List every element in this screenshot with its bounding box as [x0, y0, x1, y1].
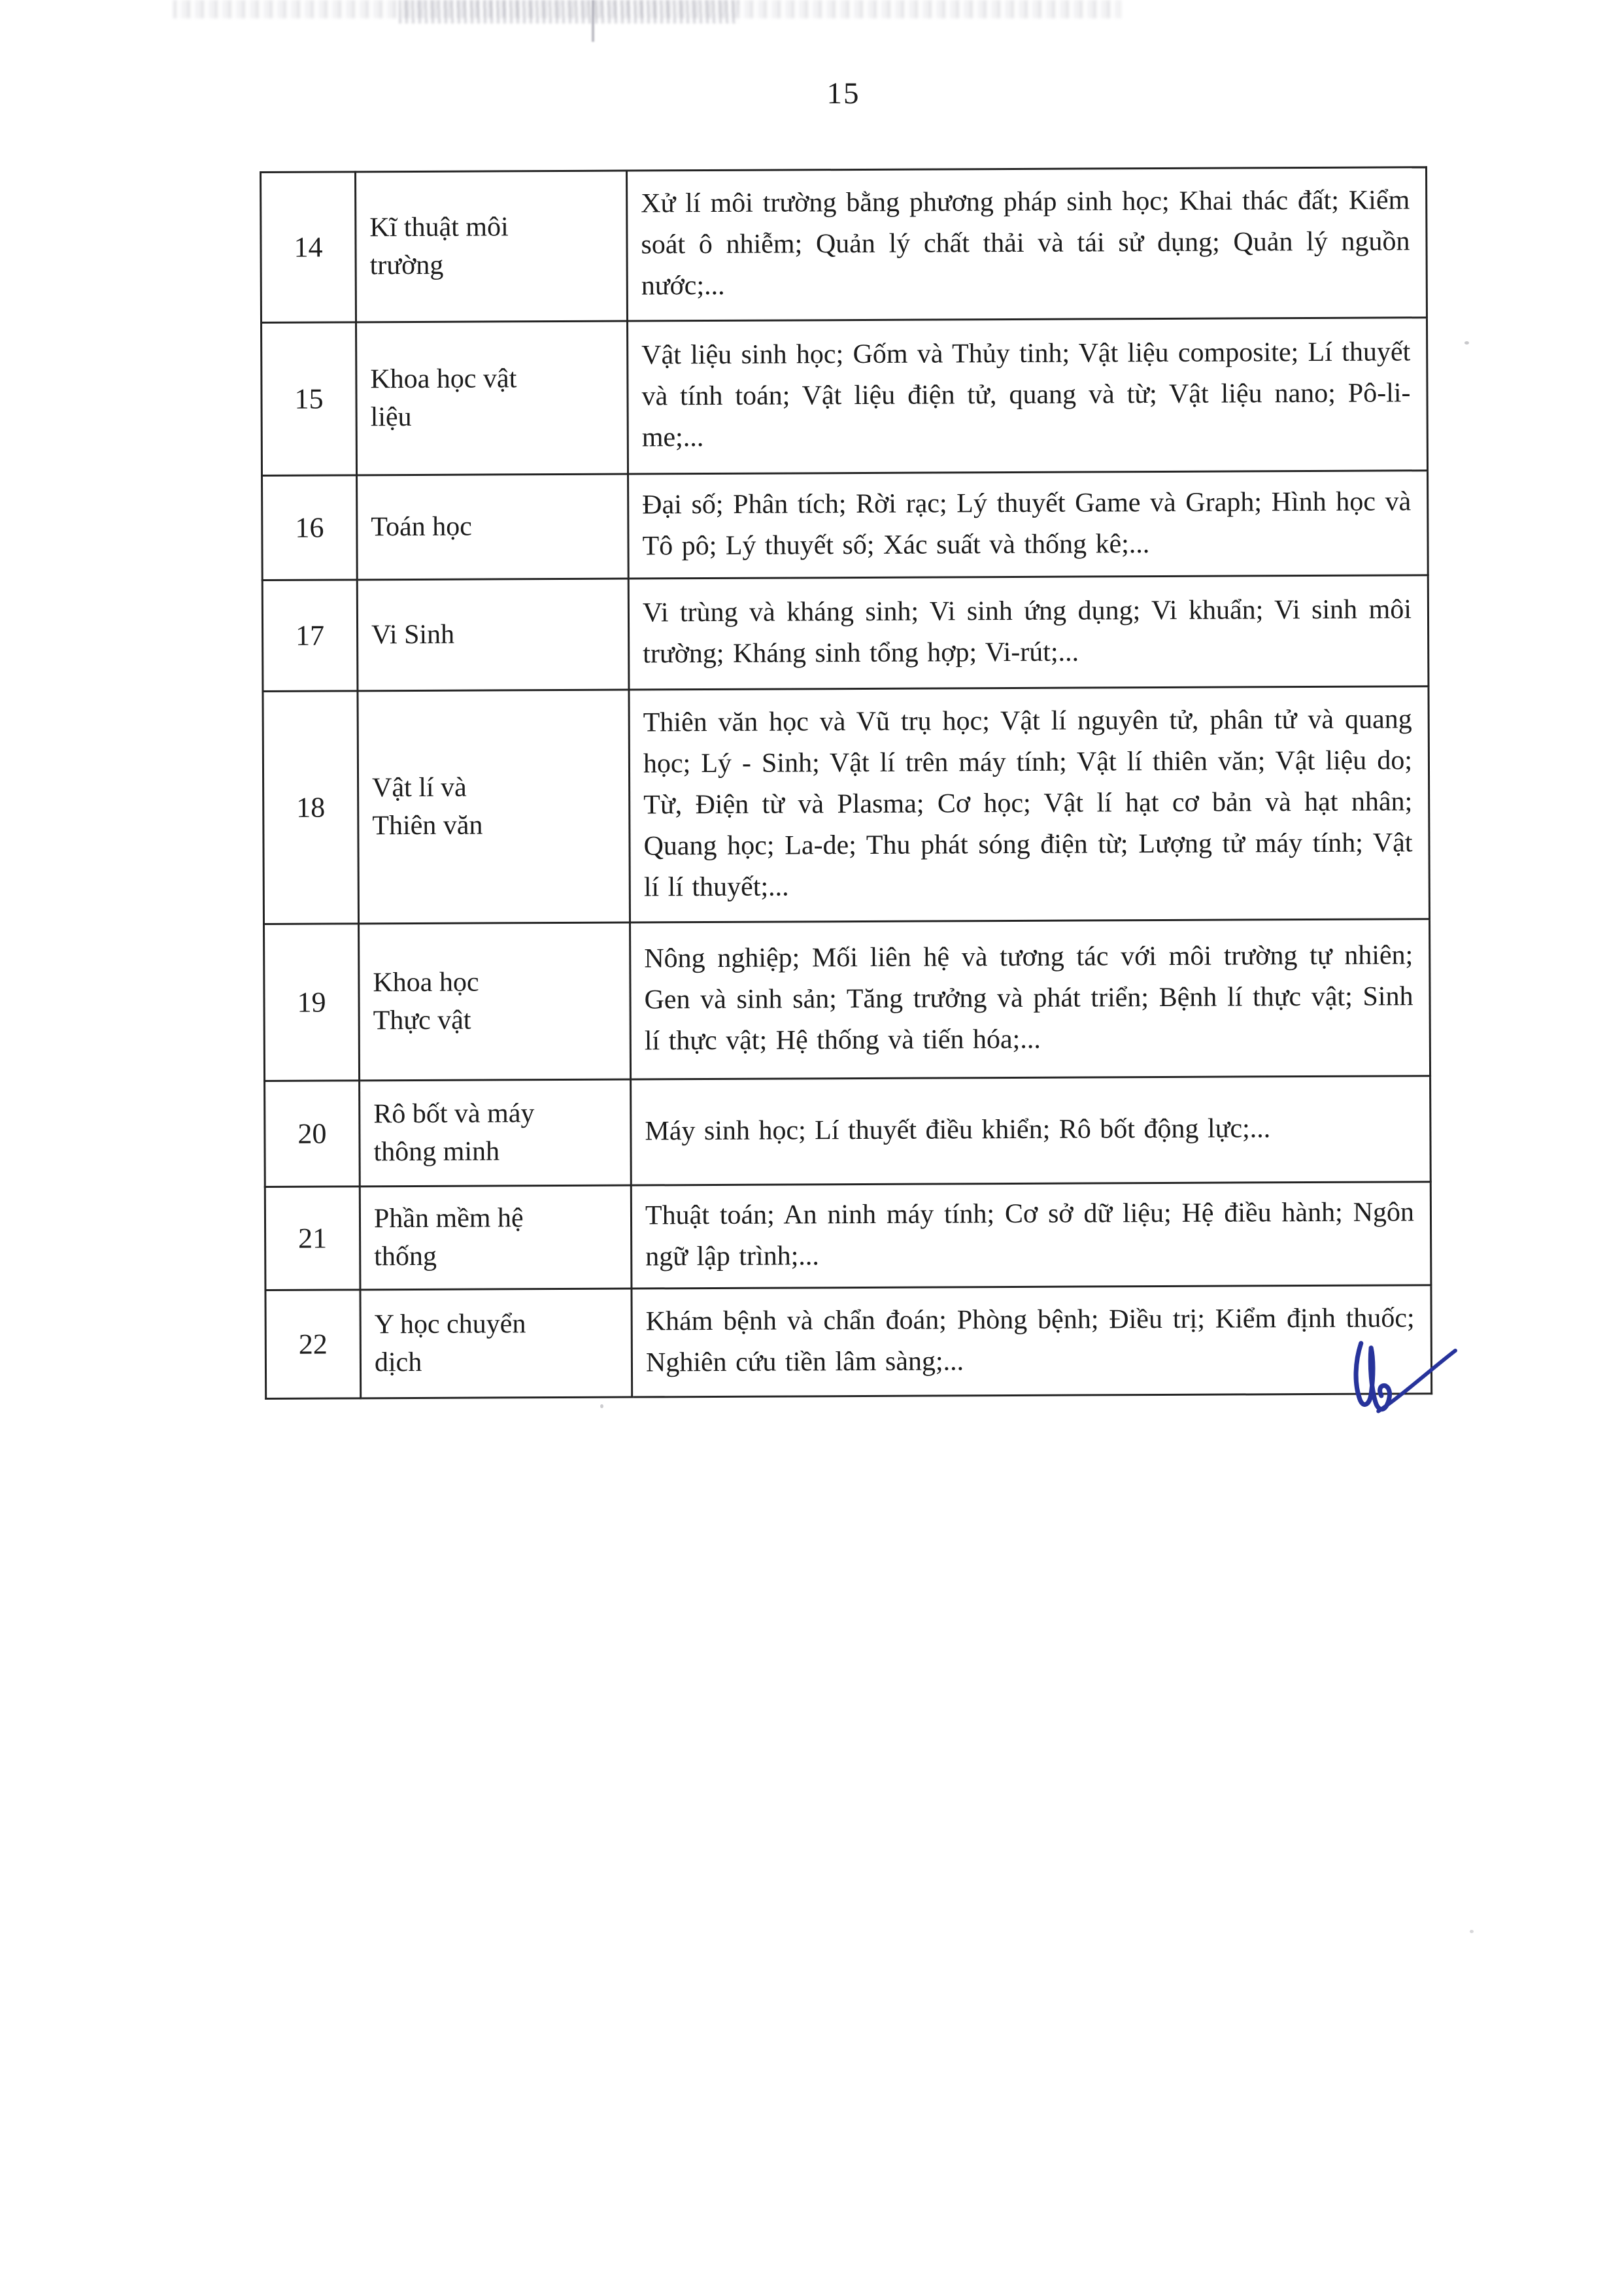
field-name: Khoa học vật liệu [356, 321, 628, 475]
signature-ink [1378, 1351, 1456, 1411]
field-name: Vật lí và Thiên văn [358, 690, 630, 924]
row-number: 22 [265, 1290, 361, 1399]
table-row [262, 575, 1429, 692]
table-row [262, 471, 1429, 581]
row-number: 18 [263, 691, 359, 924]
field-description: Nông nghiệp; Mối liên hệ và tương tác với môi trường tự nhiên; Gen và sinh sản; Tăng trưởng và phát triển; Bệnh lí thực vật; Sinh lí thực vật; Hệ thống và tiến hóa;... [630, 919, 1430, 1079]
scan-speck [1470, 1930, 1474, 1933]
row-number: 19 [264, 924, 360, 1081]
row-number: 16 [262, 475, 358, 581]
subject-table-wrapper [260, 166, 1432, 1400]
field-name: Toán học [357, 474, 629, 580]
table-row [263, 686, 1430, 924]
table-row [264, 919, 1430, 1081]
row-number: 21 [265, 1187, 360, 1290]
signature-mark [1334, 1338, 1466, 1424]
table-row [261, 167, 1427, 323]
field-name: Phần mềm hệ thống [360, 1185, 632, 1290]
table-row [262, 318, 1428, 476]
field-name: Y học chuyển dịch [360, 1289, 632, 1398]
subject-table [260, 166, 1432, 1400]
table-row [265, 1182, 1431, 1290]
row-number: 17 [262, 580, 358, 692]
field-description: Vật liệu sinh học; Gốm và Thủy tinh; Vật liệu composite; Lí thuyết và tính toán; Vật liệu điện tử, quang và từ; Vật liệu nano; Pô-li-me;... [628, 318, 1428, 474]
field-description: Khám bệnh và chẩn đoán; Phòng bệnh; Điều trị; Kiểm định thuốc; Nghiên cứu tiền lâm sàng;... [632, 1285, 1432, 1397]
table-row [265, 1076, 1431, 1187]
page-number: 15 [826, 76, 860, 110]
field-name: Vi Sinh [357, 579, 629, 691]
row-number: 15 [262, 322, 357, 476]
scan-noise-streak [592, 0, 594, 42]
row-number: 14 [261, 172, 356, 323]
row-number: 20 [265, 1081, 360, 1187]
field-name: Kĩ thuật môi trường [356, 171, 628, 322]
table-row [265, 1285, 1432, 1399]
scan-speck [600, 1404, 603, 1408]
field-description: Đại số; Phân tích; Rời rạc; Lý thuyết Game và Graph; Hình học và Tô pô; Lý thuyết số; Xác suất và thống kê;... [628, 471, 1429, 579]
field-description: Máy sinh học; Lí thuyết điều khiển; Rô bốt động lực;... [631, 1076, 1431, 1185]
field-name: Khoa học Thực vật [359, 922, 631, 1081]
scan-speck [1464, 341, 1469, 345]
scan-noise-smudge [399, 0, 739, 24]
field-description: Thuật toán; An ninh máy tính; Cơ sở dữ liệu; Hệ điều hành; Ngôn ngữ lập trình;... [631, 1182, 1431, 1289]
signature-ink [1356, 1343, 1390, 1409]
field-description: Thiên văn học và Vũ trụ học; Vật lí nguyên tử, phân tử và quang học; Lý - Sinh; Vật lí trên máy tính; Vật lí thiên văn; Vật liệu do; Từ, Điện từ và Plasma; Cơ học; Vật lí hạt cơ bản và hạt nhân; Quang học; La-de; Thu phát sóng điện từ; Lượng tử máy tính; Vật lí lí thuyết;... [629, 686, 1430, 922]
field-description: Vi trùng và kháng sinh; Vi sinh ứng dụng; Vi khuẩn; Vi sinh môi trường; Kháng sinh tổng hợp; Vi-rút;... [628, 575, 1429, 690]
field-name: Rô bốt và máy thông minh [360, 1079, 632, 1187]
field-description: Xử lí môi trường bằng phương pháp sinh học; Khai thác đất; Kiểm soát ô nhiễm; Quản lý chất thải và tái sử dụng; Quản lý nguồn nước;... [627, 167, 1427, 321]
